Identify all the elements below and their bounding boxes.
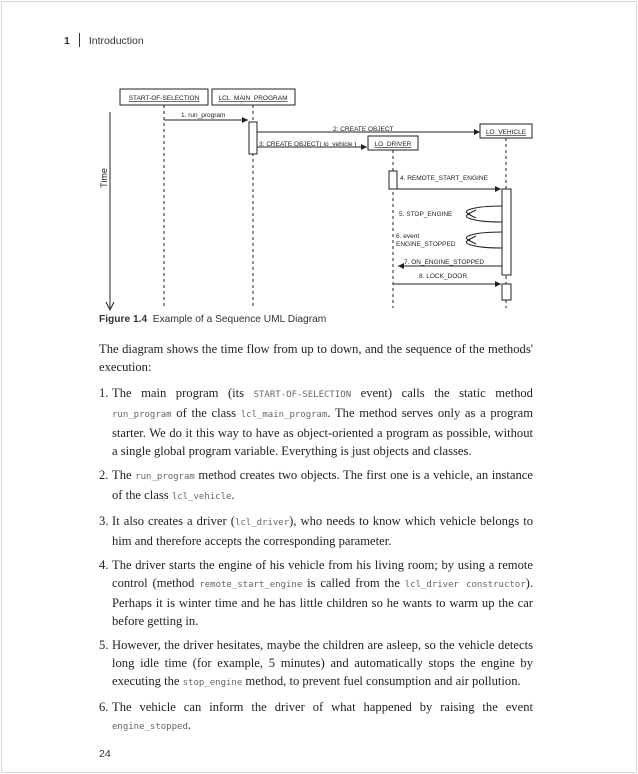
message-loop-stop-engine xyxy=(466,206,502,222)
figure-label: Figure 1.4 xyxy=(99,314,148,325)
message-label-on-engine-stopped: 7. ON_ENGINE_STOPPED xyxy=(404,259,485,266)
activation-driver xyxy=(389,171,397,189)
message-label-run-program: 1. run_program xyxy=(181,112,226,119)
intro-paragraph: The diagram shows the time flow from up to down, and the sequence of the methods' execution: xyxy=(99,342,533,374)
figure-caption xyxy=(99,314,326,325)
message-label-event: 6. event xyxy=(396,233,420,240)
list-item: 4. The driver starts the engine of his vehicle from his living room; by using a remote control (method remote_start_engine is called from the lcl_driver constructor). Perhaps it is winter time and he has little children so he wants to warm up the car before getting in. xyxy=(99,558,533,628)
figure-caption-text: Example of a Sequence UML Diagram xyxy=(152,314,327,325)
message-label-engine-stopped: ENGINE_STOPPED xyxy=(396,241,456,248)
list-item: 2. The run_program method creates two objects. The first one is a vehicle, an instance of the class lcl_vehicle. xyxy=(99,468,533,502)
activation-vehicle xyxy=(502,189,511,275)
numbered-list xyxy=(99,384,533,736)
page-number: 24 xyxy=(99,748,111,760)
list-item: 3. It also creates a driver (lcl_driver), who needs to know which vehicle belongs to him and therefore accepts the corresponding parameter. xyxy=(99,514,533,548)
list-item: 1. The main program (its START-OF-SELECTION event) calls the static method run_program of the class lcl_main_program. The method serves only as a program starter. We do it this way to have as object-oriented a program as possible, without a single global program variable. Everything is just objects and classes. xyxy=(99,386,534,458)
time-axis-label: Time xyxy=(99,168,109,188)
activation-main-program xyxy=(249,122,257,154)
lifeline-label-main-program: LCL_MAIN_PROGRAM xyxy=(218,95,288,102)
sequence-diagram xyxy=(0,0,638,320)
lifeline-label-vehicle: LO_VEHICLE xyxy=(485,129,527,136)
list-item: 6. The vehicle can inform the driver of what happened by raising the event engine_stopped. xyxy=(99,700,533,732)
lifeline-label-start-of-selection: START-OF-SELECTION xyxy=(128,95,200,102)
body-text xyxy=(99,340,533,742)
message-loop-engine-stopped xyxy=(466,232,502,248)
activation-vehicle-lock xyxy=(502,284,511,300)
message-label-stop-engine: 5. STOP_ENGINE xyxy=(399,211,453,218)
message-label-create-vehicle: 2: CREATE OBJECT xyxy=(333,126,394,133)
message-label-create-driver: 3: CREATE OBJECT( lo_vehicle ) xyxy=(259,141,357,148)
message-label-remote-start-engine: 4. REMOTE_START_ENGINE xyxy=(400,175,488,182)
list-item: 5. However, the driver hesitates, maybe the children are asleep, so the vehicle detects long idle time (for example, 5 minutes) and automatically stops the engine by executing the stop_engine method, to prevent fuel consumption and air pollution. xyxy=(99,638,533,688)
lifeline-label-driver: LO_DRIVER xyxy=(374,141,412,148)
message-label-lock-door: 8. LOCK_DOOR xyxy=(419,273,468,280)
chapter-number: 1 xyxy=(64,35,70,47)
chapter-title: Introduction xyxy=(88,35,144,47)
